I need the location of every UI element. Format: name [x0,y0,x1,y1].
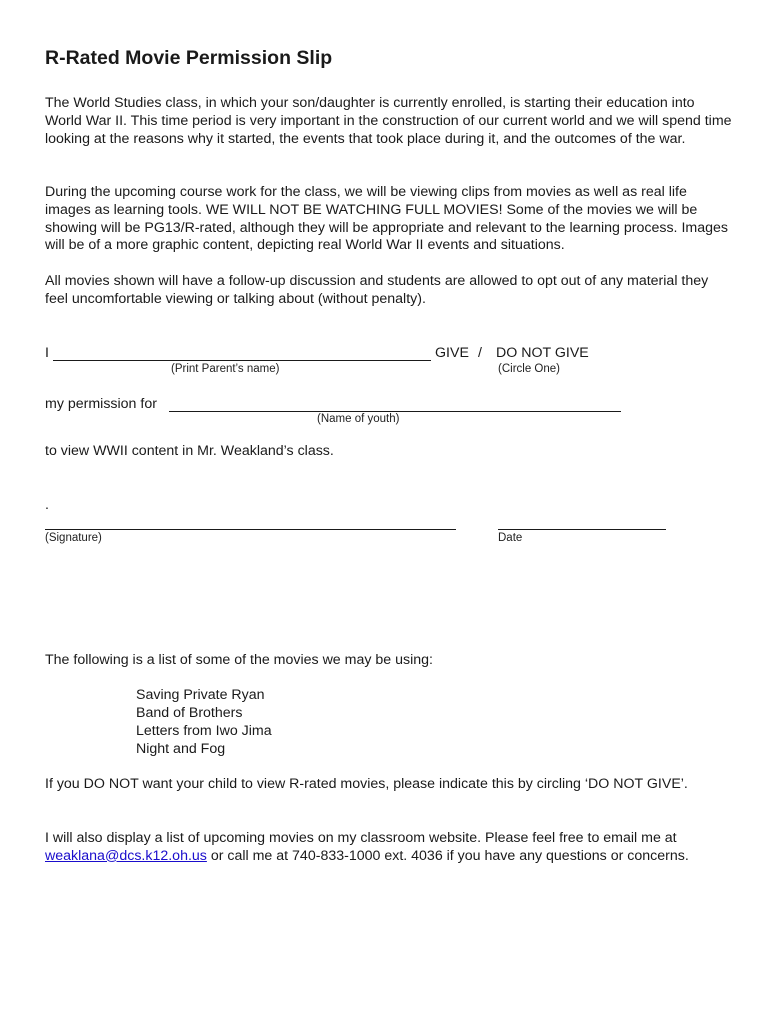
i-label: I [45,345,49,361]
page-title: R-Rated Movie Permission Slip [45,47,333,69]
contact-paragraph [45,830,735,866]
list-item: Band of Brothers [136,705,243,721]
list-item: Night and Fog [136,741,226,757]
contact-text-after: or call me at 740-833-1000 ext. 4036 if you have any questions or concerns. [206,847,689,864]
option-separator: / [478,345,482,361]
youth-name-field[interactable] [169,411,621,412]
coursework-paragraph: During the upcoming course work for the class, we will be viewing clips from movies as well as real life images as learning tools. WE WILL NOT BE WATCHING FULL MOVIES! Some of the movies we will be showing will be PG13/R-rated, although they will be appropriate and relevant to the learning process. Images will be of a more graphic content, depicting real World War II events and situations. [45,184,728,254]
list-item: Letters from Iwo Jima [136,723,272,739]
dot-mark: . [45,497,49,513]
contact-text-before: I will also display a list of upcoming movies on my classroom website. Please feel free to email me at [45,830,677,846]
circle-one-caption: (Circle One) [498,363,560,375]
view-content-text: to view WWII content in Mr. Weakland’s class. [45,443,334,459]
email-link[interactable]: weaklana@dcs.k12.oh.us [45,847,207,864]
signature-field[interactable] [45,529,456,530]
discussion-paragraph: All movies shown will have a follow-up discussion and students are allowed to opt out of any material they feel uncomfortable viewing or talking about (without penalty). [45,273,709,307]
print-parent-caption: (Print Parent’s name) [171,363,280,375]
give-option[interactable]: GIVE [435,345,469,361]
date-caption: Date [498,532,523,544]
signature-caption: (Signature) [45,532,102,544]
list-item: Saving Private Ryan [136,687,265,703]
youth-caption: (Name of youth) [317,413,400,425]
do-not-give-option[interactable]: DO NOT GIVE [496,345,589,361]
parent-name-field[interactable] [53,360,431,361]
opt-out-note: If you DO NOT want your child to view R-rated movies, please indicate this by circling ‘DO NOT GIVE’. [45,776,688,792]
movie-list [136,686,272,758]
permission-label: my permission for [45,396,157,412]
movies-intro: The following is a list of some of the movies we may be using: [45,652,433,668]
intro-paragraph: The World Studies class, in which your son/daughter is currently enrolled, is starting their education into World War II. This time period is very important in the construction of our current world and we will spend time looking at the reasons why it started, the events that took place during it, and the outcomes of the war. [45,95,732,147]
date-field[interactable] [498,529,666,530]
